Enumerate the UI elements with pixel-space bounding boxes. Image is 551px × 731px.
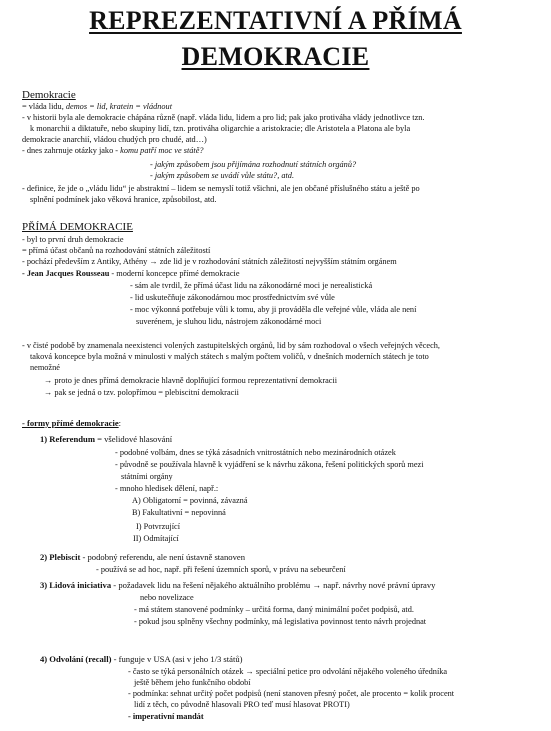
form-odvolani	[40, 654, 243, 664]
text-line: I) Potvrzující	[136, 522, 181, 531]
text-line: - původně se používala hlavně k vyjádření se k návrhu zákona, řešení politických sporů mezi	[115, 460, 424, 469]
section-heading-prima-demokracie: PŘÍMÁ DEMOKRACIE	[22, 221, 133, 233]
text-line: A) Obligatorní = povinná, závazná	[132, 496, 248, 505]
form-referendum-desc: = všelidové hlasování	[94, 434, 173, 444]
form-lidova-iniciativa	[40, 580, 435, 590]
text-line: taková koncepce byla možná v minulosti v malých státech s malým počtem voličů, v dnešních moderních státech je toto	[30, 352, 429, 361]
form-odvolani-desc: - funguje v USA (asi v jeho 1/3 států)	[111, 654, 243, 664]
page-title-line2: DEMOKRACIE	[181, 42, 370, 71]
definition-line	[22, 102, 172, 112]
form-referendum-title: 1) Referendum	[40, 434, 95, 444]
text-line: k monarchii a diktatuře, nebo skupiny lidí, tzn. protiváha oligarchie a aristokracie; dle Aristotela a Platona ale byla	[30, 124, 411, 133]
question-italic: komu patří moc ve státě?	[120, 146, 204, 155]
text-line: suverénem, je sluhou lidu, nástrojem zákonodárné moci	[136, 317, 322, 326]
text-line: - mnoho hledisek dělení, např.:	[115, 484, 219, 493]
text-line: - moc výkonná potřebuje vůli k tomu, aby ji prováděla dle veřejné vůle, vláda ale není	[130, 305, 417, 314]
forms-heading-line	[22, 418, 121, 428]
question-prefix: - dnes zahrnuje otázky jako -	[22, 146, 121, 155]
text-line: nemožné	[30, 363, 60, 372]
rousseau-text: - moderní koncepce přímé demokracie	[109, 269, 240, 278]
rousseau-name: - Jean Jacques Rousseau	[22, 269, 110, 278]
form-plebiscit-title: 2) Plebiscit	[40, 552, 81, 562]
question-line	[22, 146, 204, 156]
arrow-line: → proto je dnes přímá demokracie hlavně doplňující formou reprezentativní demokracii	[44, 376, 338, 385]
form-lidova-iniciativa-desc: - požadavek lidu na řešení nějakého aktuálního problému → např. návrhy nové právní úpravy	[111, 580, 436, 590]
arrow-line: → pak se jedná o tzv. polopřímou = plebiscitní demokracii	[44, 388, 239, 397]
text-line: - pochází především z Antiky, Athény → zde lid je v rozhodování státních záležitostí nejvyšším státním orgánem	[22, 257, 397, 266]
text-line: demokracie anarchií, vládou chudých pro chudé, atd…)	[22, 135, 207, 144]
form-referendum	[40, 434, 172, 444]
question-line: - jakým způsobem jsou přijímána rozhodnutí státních orgánů?	[150, 160, 357, 169]
rousseau-line	[22, 269, 240, 279]
text-line: - má státem stanovené podmínky – určitá forma, daný minimální počet podpisů, atd.	[134, 605, 414, 614]
text-line: - byl to první druh demokracie	[22, 235, 124, 244]
text-line: - podmínka: sehnat určitý počet podpisů (není stanoven přesný počet, ale procento = kolik procent	[128, 689, 455, 698]
form-plebiscit-desc: - podobný referendu, ale není ústavně stanoven	[80, 552, 246, 562]
question-line: - jakým způsobem se uvádí vůle státu?, atd.	[150, 171, 295, 180]
text-line: - definice, že jde o „vládu lidu“ je abstraktní – lidem se nemyslí totiž všichni, ale jen občané příslušného státu a ještě po	[22, 184, 420, 193]
text-line: B) Fakultativní = nepovinná	[132, 508, 226, 517]
definition-prefix: = vláda lidu,	[22, 102, 66, 111]
text-line: - v čisté podobě by znamenala neexistenci volených zastupitelských orgánů, lid by sám rozhodoval o všech veřejných věcech,	[22, 341, 441, 350]
text-line: - pokud jsou splněny všechny podmínky, má legislativa povinnost tento návrh projednat	[134, 617, 427, 626]
text-line: - lid uskutečňuje zákonodárnou moc prostřednictvím své vůle	[130, 293, 335, 302]
text-line: II) Odmítající	[133, 534, 179, 543]
text-line: ještě během jeho funkčního období	[134, 678, 251, 687]
form-plebiscit	[40, 552, 245, 562]
form-odvolani-title: 4) Odvolání (recall)	[40, 654, 112, 664]
definition-etymology: demos = lid, kratein = vládnout	[65, 102, 172, 111]
text-line: splnění podmínek jako věková hranice, způsobilost, atd.	[30, 195, 217, 204]
forms-heading: - formy přímé demokracie	[22, 418, 119, 428]
form-lidova-iniciativa-title: 3) Lidová iniciativa	[40, 580, 112, 590]
text-line: - imperativní mandát	[128, 712, 204, 721]
page-title-line1: REPREZENTATIVNÍ A PŘÍMÁ	[89, 6, 462, 35]
text-line: lidí z těch, co původně hlasovali PRO teď musí hlasovat PROTI)	[134, 700, 350, 709]
forms-heading-colon: :	[118, 418, 122, 428]
text-line: - sám ale tvrdil, že přímá účast lidu na zákonodárné moci je nerealistická	[130, 281, 373, 290]
text-line: - podobné volbám, dnes se týká zásadních vnitrostátních nebo mezinárodních otázek	[115, 448, 396, 457]
text-line: nebo novelizace	[140, 593, 194, 602]
text-line: státními orgány	[121, 472, 173, 481]
text-line: - používá se ad hoc, např. při řešení územních sporů, v právu na sebeurčení	[96, 565, 346, 574]
text-line: - často se týká personálních otázek → speciální petice pro odvolání nějakého voleného úředníka	[128, 667, 448, 676]
text-line: = přímá účast občanů na rozhodování státních záležitostí	[22, 246, 211, 255]
section-heading-demokracie: Demokracie	[22, 89, 76, 101]
text-line: - v historii byla ale demokracie chápána různě (např. vláda lidu, lidem a pro lid; pak jako protiváha vlády jednotlivce tzn.	[22, 113, 425, 122]
